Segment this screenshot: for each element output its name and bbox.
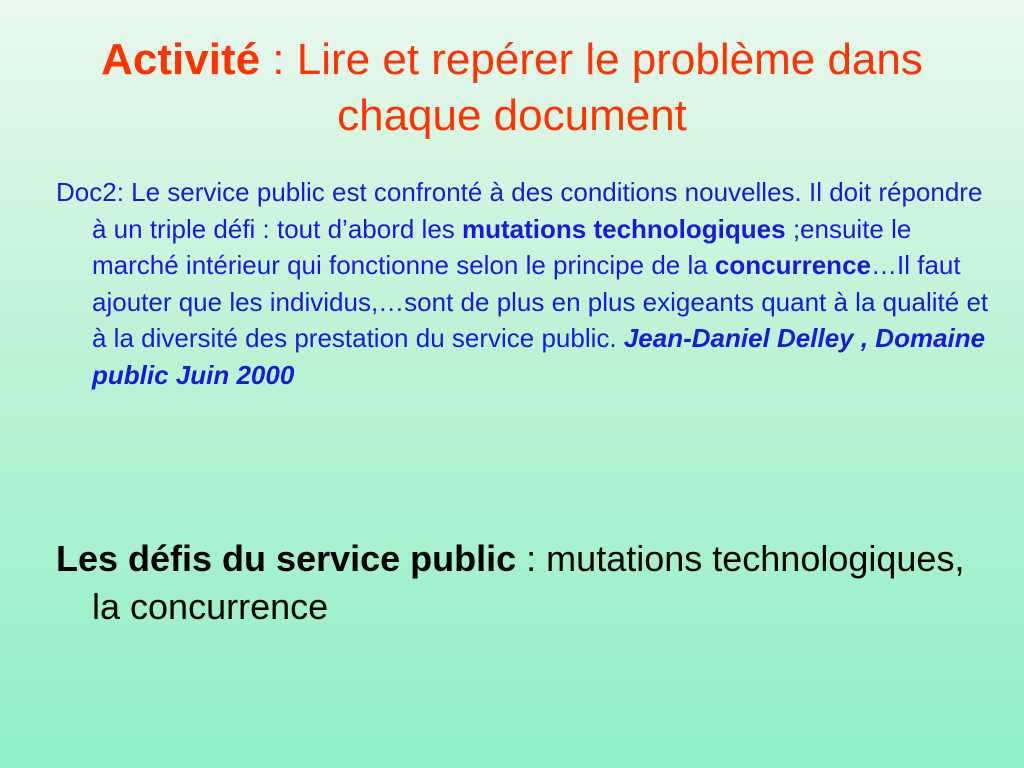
doc-text-3: …Il faut ajouter que les individus,…sont de plus en plus exigeants quant à la qualité et à la diversité des prestation du service public. <box>92 250 989 353</box>
document-paragraph <box>56 174 992 393</box>
title-rest: : Lire et repérer le problème dans chaque document <box>260 35 923 140</box>
slide-title <box>40 32 984 144</box>
doc-bold-concurrence: concurrence <box>714 250 871 280</box>
doc-text-2: ;ensuite le marché intérieur qui fonctionne selon le principe de la <box>92 213 912 280</box>
summary-bold: Les défis du service public <box>56 538 517 579</box>
doc-bold-mutations: mutations technologiques <box>462 213 786 244</box>
summary-paragraph <box>56 535 992 631</box>
summary-rest: : mutations technologiques, la concurrence <box>92 538 965 627</box>
doc-citation: Jean-Daniel Delley , Domaine public Juin 2000 <box>92 323 986 390</box>
doc-text-1: Doc2: Le service public est confronté à des conditions nouvelles. Il doit répondre à un triple défi : tout d’abord les <box>56 177 983 244</box>
title-bold: Activité <box>101 35 261 84</box>
